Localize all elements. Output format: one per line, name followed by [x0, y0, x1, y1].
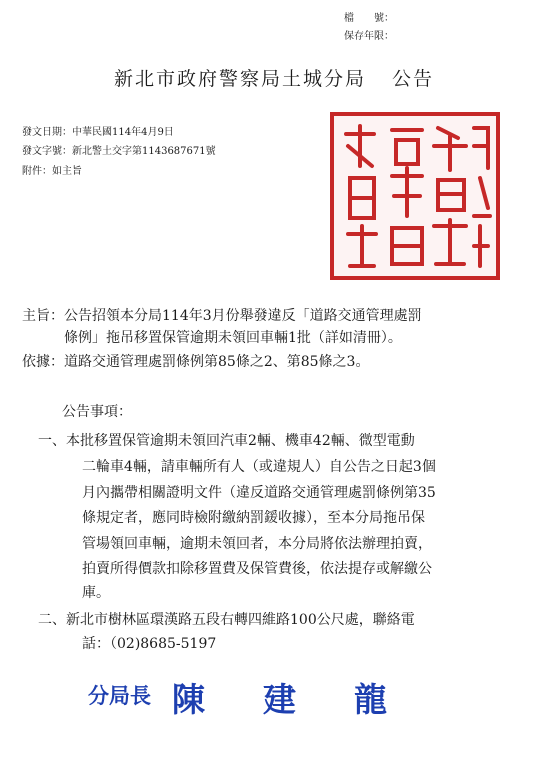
- page-title: [0, 64, 548, 91]
- issue-number: 發文字號：新北警土交字第1143687671號: [22, 146, 216, 157]
- attachment: 附件：如主旨: [22, 166, 82, 177]
- item1-line-2: 二輪車4輛，請車輛所有人（或違規人）自公告之日起3個: [82, 459, 436, 475]
- retention-label: 保存年限：: [344, 31, 394, 42]
- file-number-label: 檔 號：: [344, 13, 394, 24]
- basis-line: 依據：道路交通管理處罰條例第85條之2、第85條之3。: [22, 354, 370, 370]
- item2-line-2: 話：（02)8685-5197: [82, 636, 217, 652]
- item1-line-5: 管場領回車輛，逾期未領回者，本分局將依法辦理拍賣，: [82, 536, 432, 552]
- signature-title: 分局長: [88, 684, 151, 708]
- item1-line-3: 月內攜帶相關證明文件（違反道路交通管理處罰條例第35: [82, 485, 436, 501]
- agency-name: 新北市政府警察局土城分局: [113, 68, 366, 90]
- doc-type: 公告: [392, 68, 435, 90]
- item1-line-7: 庫。: [82, 585, 110, 601]
- item1-line-4: 條規定者，應同時檢附繳納罰鍰收據），至本分局拖吊保: [82, 510, 425, 526]
- subject-line-2: 條例」拖吊移置保管逾期未領回車輛1批（詳如清冊）。: [64, 330, 402, 346]
- official-seal: [330, 112, 500, 280]
- issue-date: 發文日期：中華民國114年4月9日: [22, 127, 174, 138]
- item1-line-6: 拍賣所得價款扣除移置費及保管費後，依法提存或解繳公: [82, 561, 432, 577]
- subject-line-1: 主旨：公告招領本分局114年3月份舉發違反「道路交通管理處罰: [22, 308, 422, 324]
- item2-line-1: 二、新北市樹林區環漢路五段右轉四維路100公尺處，聯絡電: [38, 612, 415, 628]
- item1-line-1: 一、本批移置保管逾期未領回汽車2輛、機車42輛、微型電動: [38, 433, 415, 449]
- seal-artwork: [334, 116, 496, 276]
- signature-name: 陳建龍: [172, 680, 445, 719]
- notice-heading: 公告事項：: [62, 404, 132, 420]
